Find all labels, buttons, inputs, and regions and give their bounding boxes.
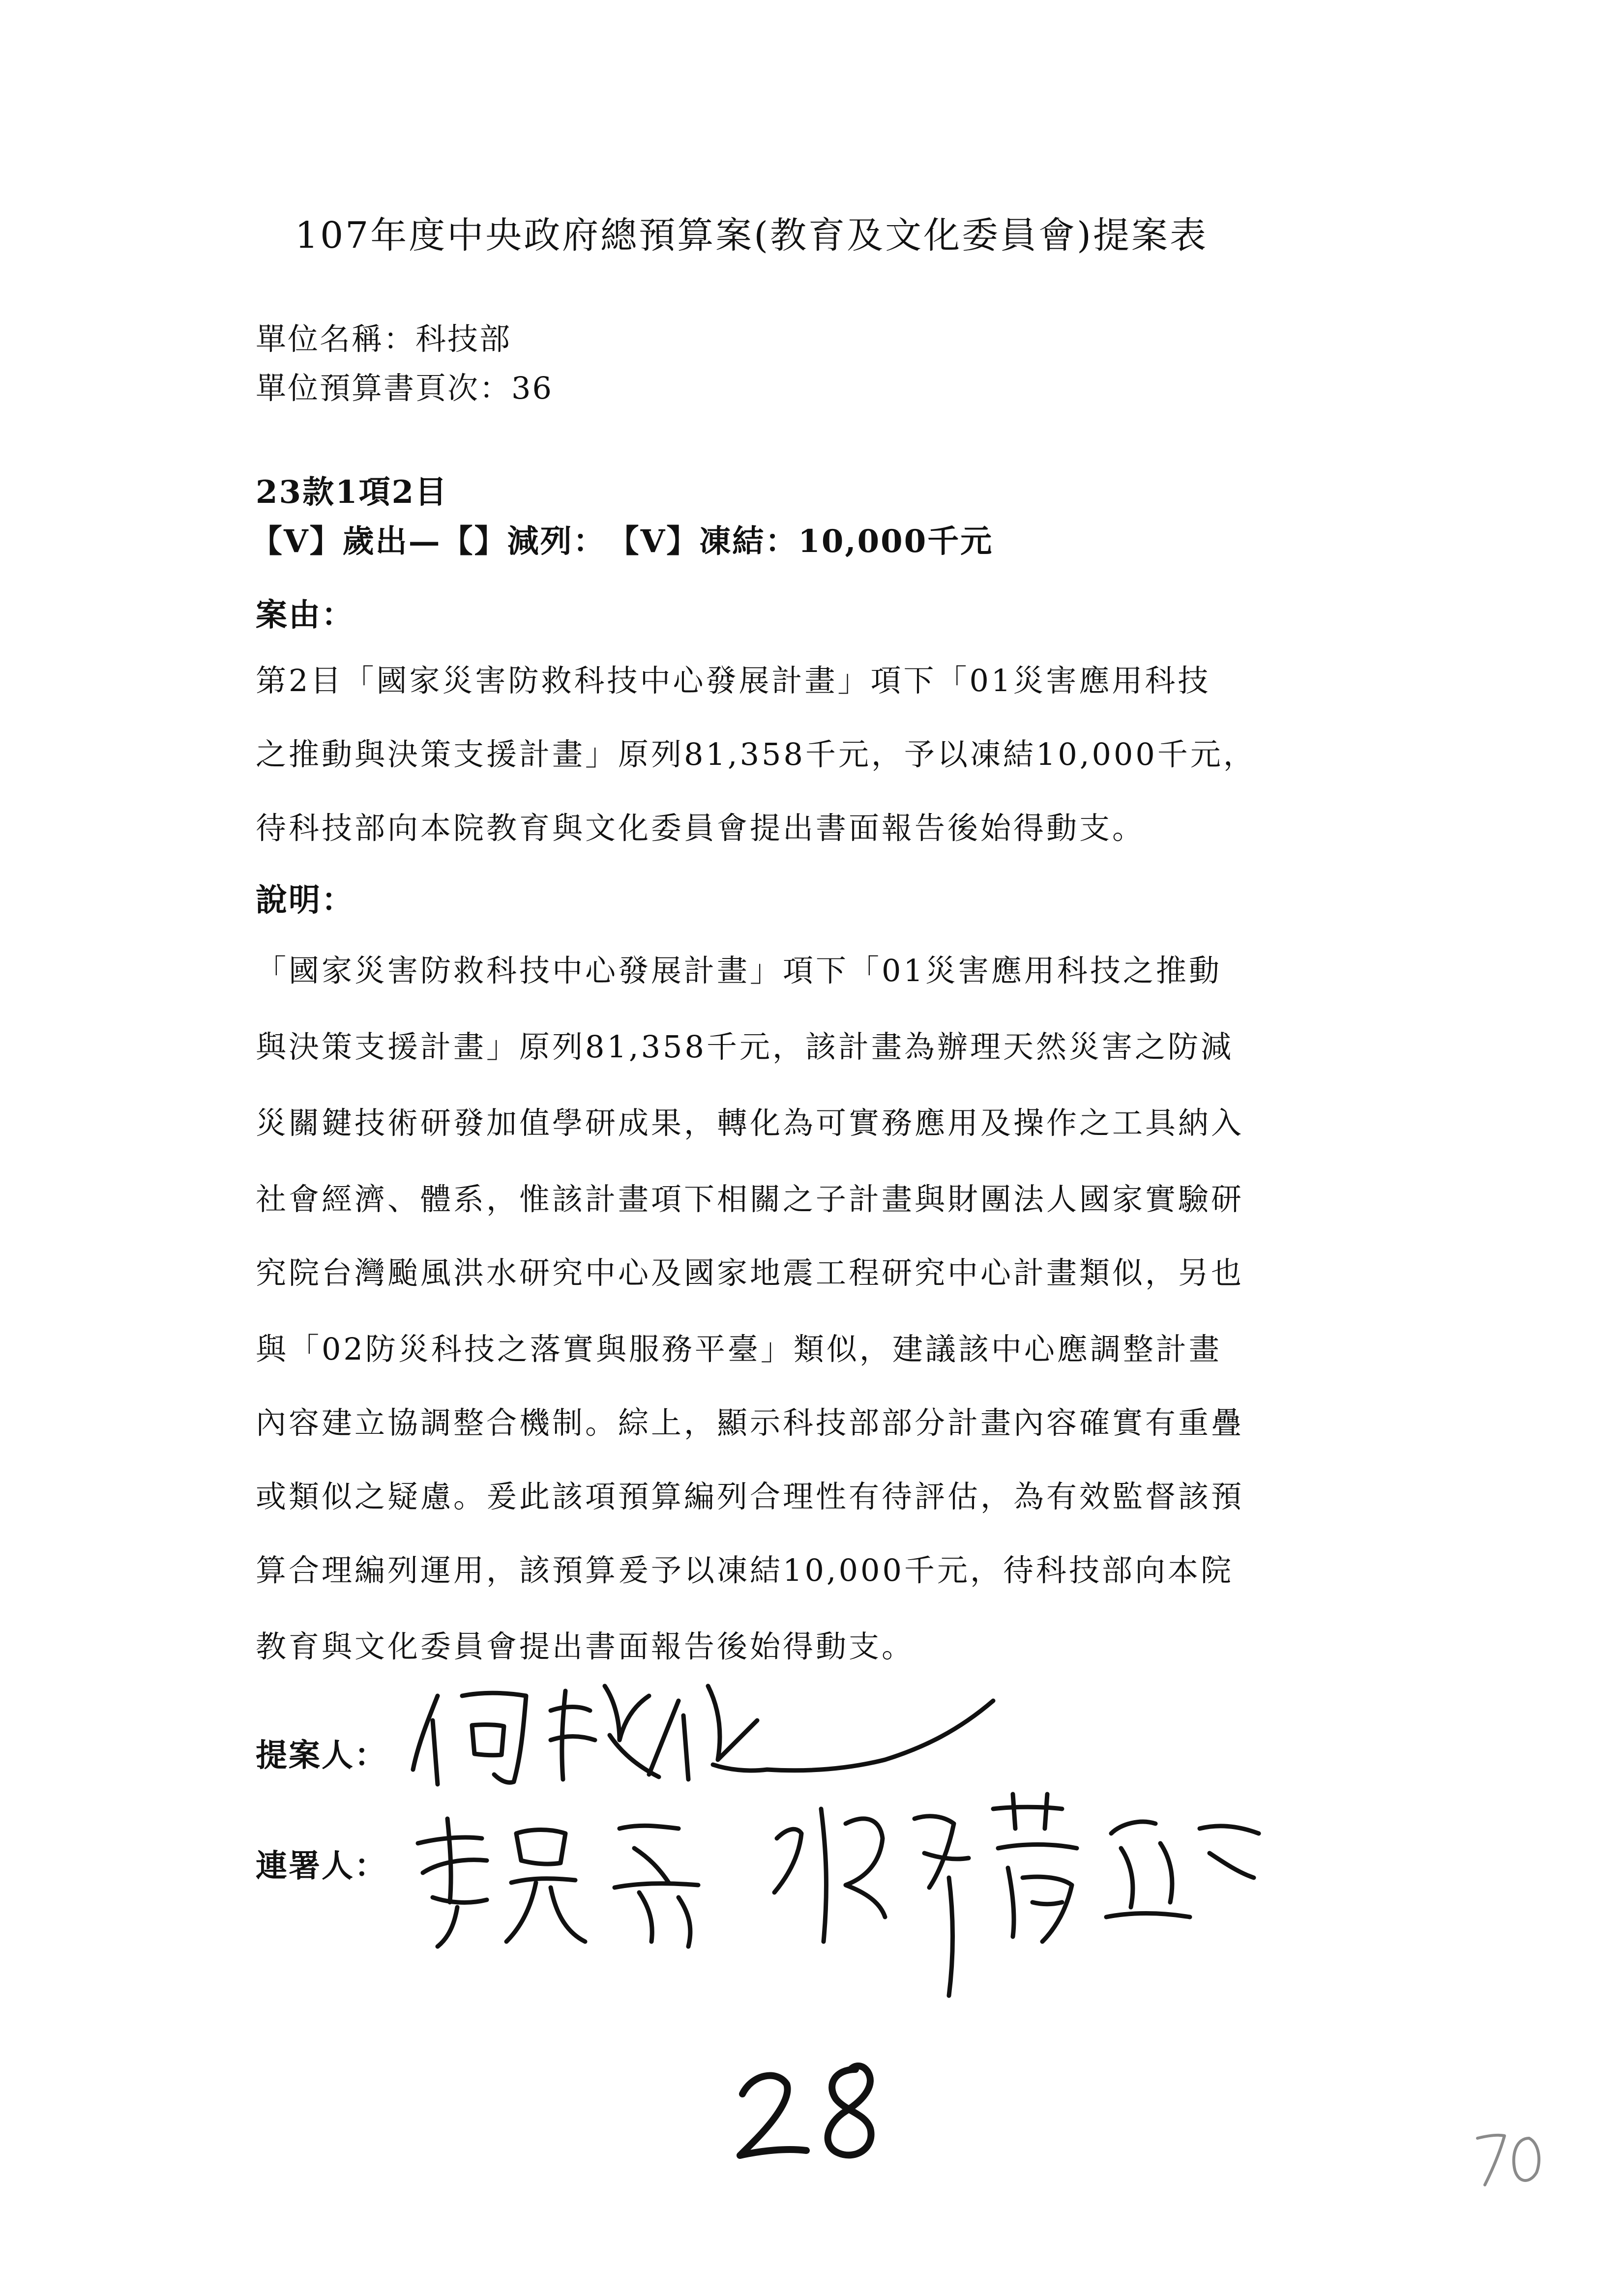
description-line: 內容建立協調整合機制。綜上，顯示科技部部分計畫內容確實有重疊 — [256, 1405, 1244, 1441]
description-line: 社會經濟、體系，惟該計畫項下相關之子計畫與財團法人國家實驗研 — [256, 1181, 1244, 1217]
description-line: 「國家災害防救科技中心發展計畫」項下「01災害應用科技之推動 — [256, 953, 1222, 988]
unit-name-line: 單位名稱：科技部 — [256, 321, 512, 357]
description-heading: 說明： — [256, 882, 354, 919]
proposer-label: 提案人： — [256, 1737, 387, 1774]
description-line: 與「02防災科技之落實與服務平臺」類似，建議該中心應調整計畫 — [256, 1331, 1222, 1367]
description-line: 教育與文化委員會提出書面報告後始得動支。 — [256, 1628, 915, 1664]
reason-heading: 案由： — [256, 597, 354, 634]
reason-line: 第2目「國家災害防救科技中心發展計畫」項下「01災害應用科技 — [256, 663, 1211, 698]
description-line: 算合理編列運用，該預算爰予以凍結10,000千元，待科技部向本院 — [256, 1552, 1234, 1588]
cosigner-label: 連署人： — [256, 1848, 387, 1885]
description-line: 災關鍵技術研發加值學研成果，轉化為可實務應用及操作之工具納入 — [256, 1105, 1244, 1141]
budget-flags-line: 【V】歲出—【】減列： 【V】凍結：10,000千元 — [251, 523, 994, 560]
document-title: 107年度中央政府總預算案(教育及文化委員會)提案表 — [295, 214, 1208, 257]
corner-pencil-mark — [1470, 2123, 1549, 2197]
description-line: 究院台灣颱風洪水研究中心及國家地震工程研究中心計畫類似，另也 — [256, 1255, 1244, 1291]
item-code: 23款1項2目 — [256, 474, 448, 511]
cosigner-signature-1 — [403, 1799, 747, 1961]
handwritten-page-number — [733, 2050, 910, 2168]
reason-line: 之推動與決策支援計畫」原列81,358千元，予以凍結10,000千元， — [256, 736, 1256, 772]
cosigner-signature-2 — [767, 1779, 1269, 2010]
description-line: 或類似之疑慮。爰此該項預算編列合理性有待評估，為有效監督該預 — [256, 1479, 1244, 1514]
description-line: 與決策支援計畫」原列81,358千元，該計畫為辦理天然災害之防減 — [256, 1029, 1234, 1065]
reason-line: 待科技部向本院教育與文化委員會提出書面報告後始得動支。 — [256, 810, 1146, 846]
budget-page-line: 單位預算書頁次：36 — [256, 370, 553, 406]
